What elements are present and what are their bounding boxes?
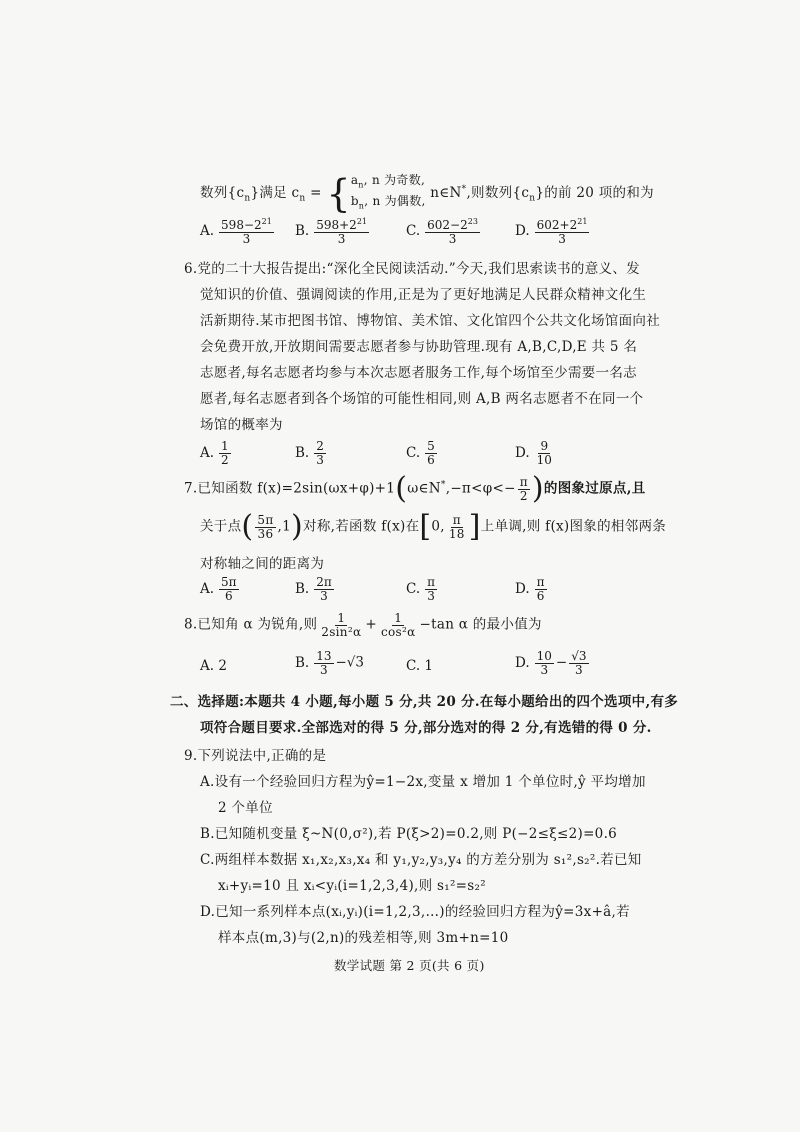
q8-option-b[interactable]: B. $\frac{13}{3}$ −√3 xyxy=(295,649,365,677)
q8-option-c[interactable]: C. 1 xyxy=(406,658,434,674)
q7-option-b[interactable]: B. $\frac{2\pi}{3}$ xyxy=(295,575,332,603)
q6-line-6: 愿者,每名志愿者到各个场馆的可能性相同,则 A,B 两名志愿者不在同一个 xyxy=(200,391,644,407)
q8-stem: 8.已知角 α 为锐角,则 $\frac{1}{\text{2sin²α}}$ + $\frac{1}{\text{cos²α}}$ −tan α 的最小值为 xyxy=(184,611,542,639)
q5-option-a[interactable]: A. $\frac{598-2^{21}}{3}$ xyxy=(200,217,272,246)
q7-option-c[interactable]: C. $\frac{\pi}{3}$ xyxy=(406,575,436,603)
q7-line-3: 对称轴之间的距离为 xyxy=(200,556,325,572)
q5-option-b[interactable]: B. $\frac{598+2^{21}}{3}$ xyxy=(295,217,367,246)
q7-line-1: 7.已知函数 f(x)=2sin(ωx+φ)+1(ω∈N*,−π<φ<− $\frac{\pi}{2}$ )的图象过原点,且 xyxy=(184,471,646,506)
q7-option-a[interactable]: A. $\frac{5\pi}{6}$ xyxy=(200,575,237,603)
q7-option-d[interactable]: D. $\frac{\pi}{6}$ xyxy=(515,575,545,603)
q9-option-c[interactable]: C.两组样本数据 x₁,x₂,x₃,x₄ 和 y₁,y₂,y₃,y₄ 的方差分别为 s₁²,s₂².若已知 xyxy=(200,852,642,868)
q6-line-3: 活新期待.某市把图书馆、博物馆、美术馆、文化馆四个公共文化场馆面向社 xyxy=(200,313,660,329)
q5-option-c[interactable]: C. $\frac{602-2^{23}}{3}$ xyxy=(406,217,478,246)
q5-option-d[interactable]: D. $\frac{602+2^{21}}{3}$ xyxy=(515,217,588,246)
q9-option-a-cont: 2 个单位 xyxy=(218,800,273,816)
q5-stem: 数列$\{c_n\}$满足 $c_n$ = { $a_n$, n 为奇数, $b_n$, n 为偶数, n∈N*,则数列$\{c_n\}$的前 20 项的和为 xyxy=(200,171,654,216)
q9-option-b[interactable]: B.已知随机变量 ξ~N(0,σ²),若 P(ξ>2)=0.2,则 P(−2≤ξ≤2)=0.6 xyxy=(200,826,618,842)
q8-option-a[interactable]: A. 2 xyxy=(200,658,227,674)
section-2-heading-line-2: 项符合题目要求.全部选对的得 5 分,部分选对的得 2 分,有选错的得 0 分. xyxy=(200,720,652,736)
section-2-heading-line-1: 二、选择题:本题共 4 小题,每小题 5 分,共 20 分.在每小题给出的四个选项中,有多 xyxy=(170,694,679,710)
q9-option-d-cont: 样本点(m,3)与(2,n)的残差相等,则 3m+n=10 xyxy=(218,930,509,946)
q7-line-2: 关于点( $\frac{5\pi}{36}$ ,1)对称,若函数 f(x)在[0, $\frac{\pi}{18}$ ]上单调,则 f(x)图象的相邻两条 xyxy=(200,509,667,544)
q6-option-a[interactable]: A. $\frac{1}{2}$ xyxy=(200,439,229,467)
q6-option-d[interactable]: D. $\frac{9}{10}$ xyxy=(515,439,552,467)
q8-option-d[interactable]: D. $\frac{10}{3}$ − $\frac{√3}{3}$ xyxy=(515,649,587,677)
q6-option-b[interactable]: B. $\frac{2}{3}$ xyxy=(295,439,324,467)
q9-option-d[interactable]: D.已知一系列样本点(xᵢ,yᵢ)(i=1,2,3,…)的经验回归方程为ŷ=3x+â,若 xyxy=(200,904,630,920)
q9-option-a[interactable]: A.设有一个经验回归方程为ŷ=1−2x,变量 x 增加 1 个单位时,ŷ 平均增加 xyxy=(200,774,646,790)
page-footer: 数学试题 第 2 页(共 6 页) xyxy=(334,958,485,973)
q6-line-5: 志愿者,每名志愿者均参与本次志愿者服务工作,每个场馆至少需要一名志 xyxy=(200,365,637,381)
q6-option-c[interactable]: C. $\frac{5}{6}$ xyxy=(406,439,435,467)
q9-option-c-cont: xᵢ+yᵢ=10 且 xᵢ<yᵢ(i=1,2,3,4),则 s₁²=s₂² xyxy=(218,878,486,894)
q9-stem: 9.下列说法中,正确的是 xyxy=(184,748,327,764)
q6-line-1: 6.党的二十大报告提出:“深化全民阅读活动.”今天,我们思索读书的意义、发 xyxy=(184,261,640,277)
q6-line-4: 会免费开放,开放期间需要志愿者参与协助管理.现有 A,B,C,D,E 共 5 名 xyxy=(200,339,638,355)
q6-line-7: 场馆的概率为 xyxy=(200,417,283,433)
q6-line-2: 觉知识的价值、强调阅读的作用,正是为了更好地满足人民群众精神文化生 xyxy=(200,287,647,303)
